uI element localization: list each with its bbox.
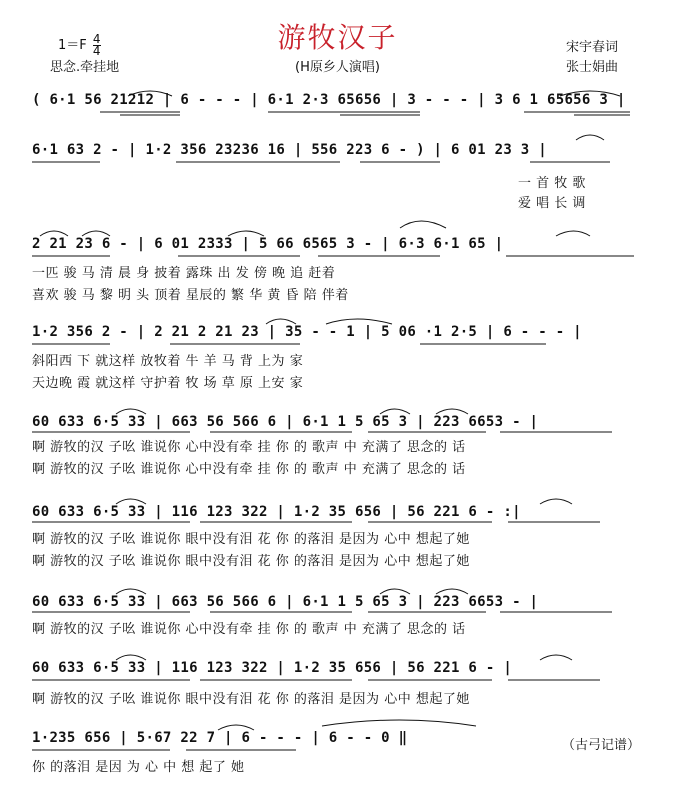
- score-line-4-lyric-1: 斜阳西 下 就这样 放牧着 牛 羊 马 背 上为 家: [32, 354, 304, 369]
- score-line-8-lyric-1: 啊 游牧的汉 子吆 谁说你 眼中没有泪 花 你 的落泪 是因为 心中 想起了她: [32, 692, 470, 707]
- expression-mark: 思念.牵挂地: [50, 60, 120, 75]
- score-line-3-lyric-1: 一匹 骏 马 清 晨 身 披着 露珠 出 发 傍 晚 追 赶着: [32, 266, 336, 281]
- time-signature-top: 4: [92, 32, 101, 46]
- score-line-5-lyric-2: 啊 游牧的汉 子吆 谁说你 心中没有牵 挂 你 的 歌声 中 充满了 思念的 话: [32, 462, 466, 477]
- song-title: 游牧汉子: [277, 21, 398, 54]
- score-line-1-notes: ( 6·1 56 21212 | 6 - - - | 6·1 2·3 65656 | 3 - - - | 3 6 1 65656 3 |: [32, 92, 626, 108]
- score-line-2-lyric-2: 爱 唱 长 调: [518, 196, 586, 211]
- score-line-2-notes: 6·1 63 2 - | 1·2 356 23236 16 | 556 223 6 - ) | 6 01 23 3 |: [32, 142, 547, 158]
- score-line-6-lyric-1: 啊 游牧的汉 子吆 谁说你 眼中没有泪 花 你 的落泪 是因为 心中 想起了她: [32, 532, 470, 547]
- score-line-7-lyric-1: 啊 游牧的汉 子吆 谁说你 心中没有牵 挂 你 的 歌声 中 充满了 思念的 话: [32, 622, 466, 637]
- score-line-3-lyric-2: 喜欢 骏 马 黎 明 头 顶着 星辰的 繁 华 黄 昏 陪 伴着: [32, 288, 349, 303]
- performer-credit: (H原乡人演唱): [295, 60, 380, 75]
- score-line-3-notes: 2 21 23 6 - | 6 01 2333 | 5 66 6565 3 - | 6·3 6·1 65 |: [32, 236, 504, 252]
- key-label: 1＝F: [58, 38, 87, 53]
- score-line-8-notes: 60 633 6·5 33 | 116 123 322 | 1·2 35 656 | 56 221 6 - |: [32, 660, 513, 676]
- score-line-5-notes: 60 633 6·5 33 | 663 56 566 6 | 6·1 1 5 65 3 | 223 6653 - |: [32, 414, 539, 430]
- score-line-4-lyric-2: 天边晚 霞 就这样 守护着 牧 场 草 原 上安 家: [32, 376, 304, 391]
- score-line-2-lyric-1: 一 首 牧 歌: [518, 176, 586, 191]
- score-line-5-lyric-1: 啊 游牧的汉 子吆 谁说你 心中没有牵 挂 你 的 歌声 中 充满了 思念的 话: [32, 440, 466, 455]
- score-line-9-notes: 1·235 656 | 5·67 22 7 | 6 - - - | 6 - - 0 ‖: [32, 730, 408, 746]
- time-signature-bottom: 4: [92, 44, 101, 58]
- lyricist-credit: 宋宇春词: [566, 40, 619, 55]
- composer-credit: 张士娟曲: [566, 60, 619, 75]
- score-line-4-notes: 1·2 356 2 - | 2 21 2 21 23 | 35 - - 1 | 5 06 ·1 2·5 | 6 - - - |: [32, 324, 582, 340]
- score-line-7-notes: 60 633 6·5 33 | 663 56 566 6 | 6·1 1 5 65 3 | 223 6653 - |: [32, 594, 539, 610]
- transcriber-credit: （古弓记谱）: [562, 738, 641, 753]
- score-line-9-lyric-1: 你 的落泪 是因 为 心 中 想 起了 她: [32, 760, 245, 775]
- score-line-6-lyric-2: 啊 游牧的汉 子吆 谁说你 眼中没有泪 花 你 的落泪 是因为 心中 想起了她: [32, 554, 470, 569]
- score-line-6-notes: 60 633 6·5 33 | 116 123 322 | 1·2 35 656 | 56 221 6 - :|: [32, 504, 521, 520]
